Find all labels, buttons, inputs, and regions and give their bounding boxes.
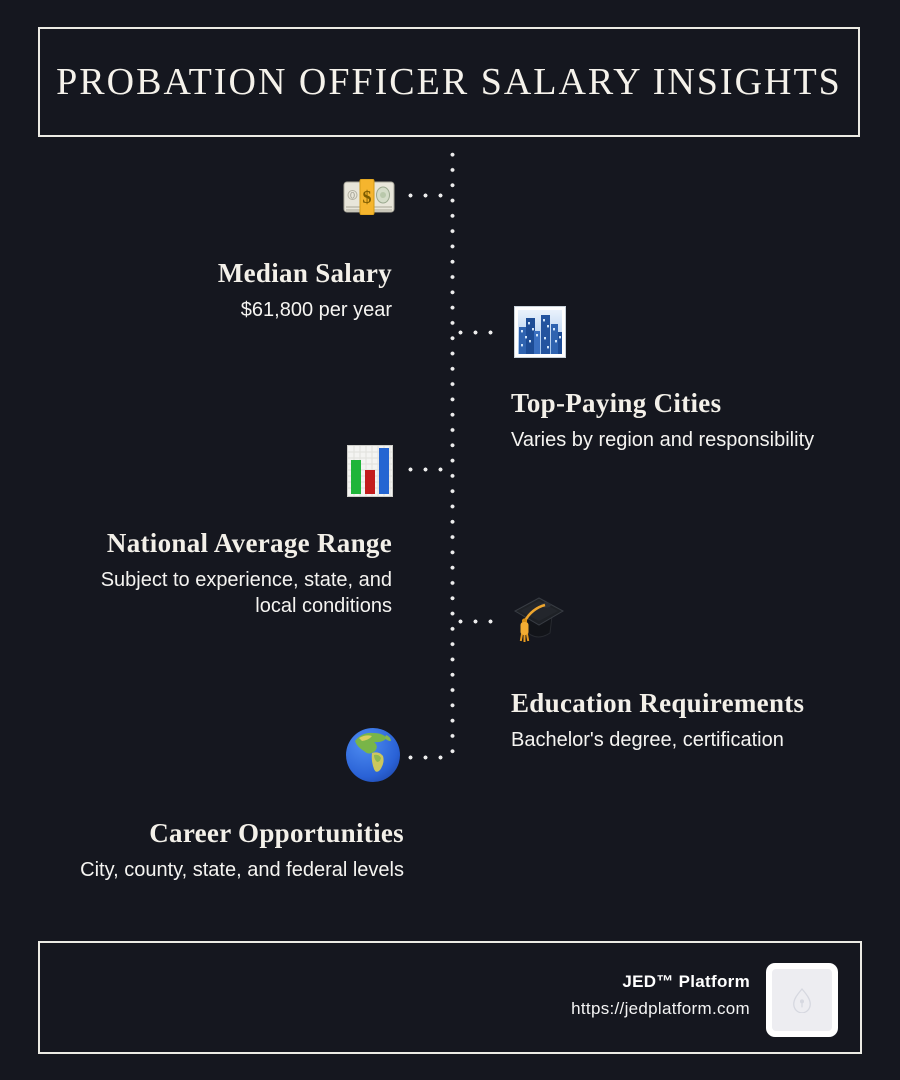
item-title: National Average Range <box>106 528 392 558</box>
footer-logo-mark <box>772 969 832 1031</box>
page-title: PROBATION OFFICER SALARY INSIGHTS <box>56 61 842 103</box>
item-title: Career Opportunities <box>149 818 404 848</box>
timeline-connector-2 <box>453 330 502 335</box>
timeline-item-career-opportunities <box>14 818 404 883</box>
item-title: Median Salary <box>217 258 392 288</box>
svg-text:$: $ <box>362 187 372 207</box>
item-subtitle: Varies by region and responsibility <box>511 429 815 451</box>
footer-logo <box>766 963 838 1037</box>
footer-brand: JED™ Platform <box>622 972 750 991</box>
timeline-connector-3 <box>403 467 452 472</box>
graduation-cap-icon <box>509 596 565 648</box>
item-title: Top-Paying Cities <box>511 388 722 418</box>
item-subtitle: City, county, state, and federal levels <box>80 859 404 881</box>
item-subtitle: $61,800 per year <box>240 299 392 321</box>
timeline-connector-4 <box>453 619 502 624</box>
cityscape-icon <box>514 306 566 358</box>
item-title: Education Requirements <box>511 688 805 718</box>
drop-logo-icon <box>791 987 813 1013</box>
item-subtitle: Subject to experience, state, and local conditions <box>100 569 392 617</box>
footer-text <box>571 972 750 1019</box>
money-icon <box>343 179 395 215</box>
timeline-item-education-requirements <box>511 688 881 753</box>
timeline-item-top-paying-cities <box>511 388 881 453</box>
timeline-dotted-line <box>450 147 455 763</box>
bar-chart-icon <box>347 443 393 497</box>
timeline-item-median-salary <box>62 258 392 323</box>
title-box <box>38 27 860 137</box>
timeline-connector-5 <box>403 755 452 760</box>
item-subtitle: Bachelor's degree, certification <box>511 729 784 751</box>
timeline-item-national-average-range <box>62 528 392 619</box>
svg-text:0: 0 <box>349 190 356 201</box>
globe-icon <box>344 726 402 784</box>
footer-url: https://jedplatform.com <box>571 999 750 1018</box>
timeline-connector-1 <box>403 193 452 198</box>
